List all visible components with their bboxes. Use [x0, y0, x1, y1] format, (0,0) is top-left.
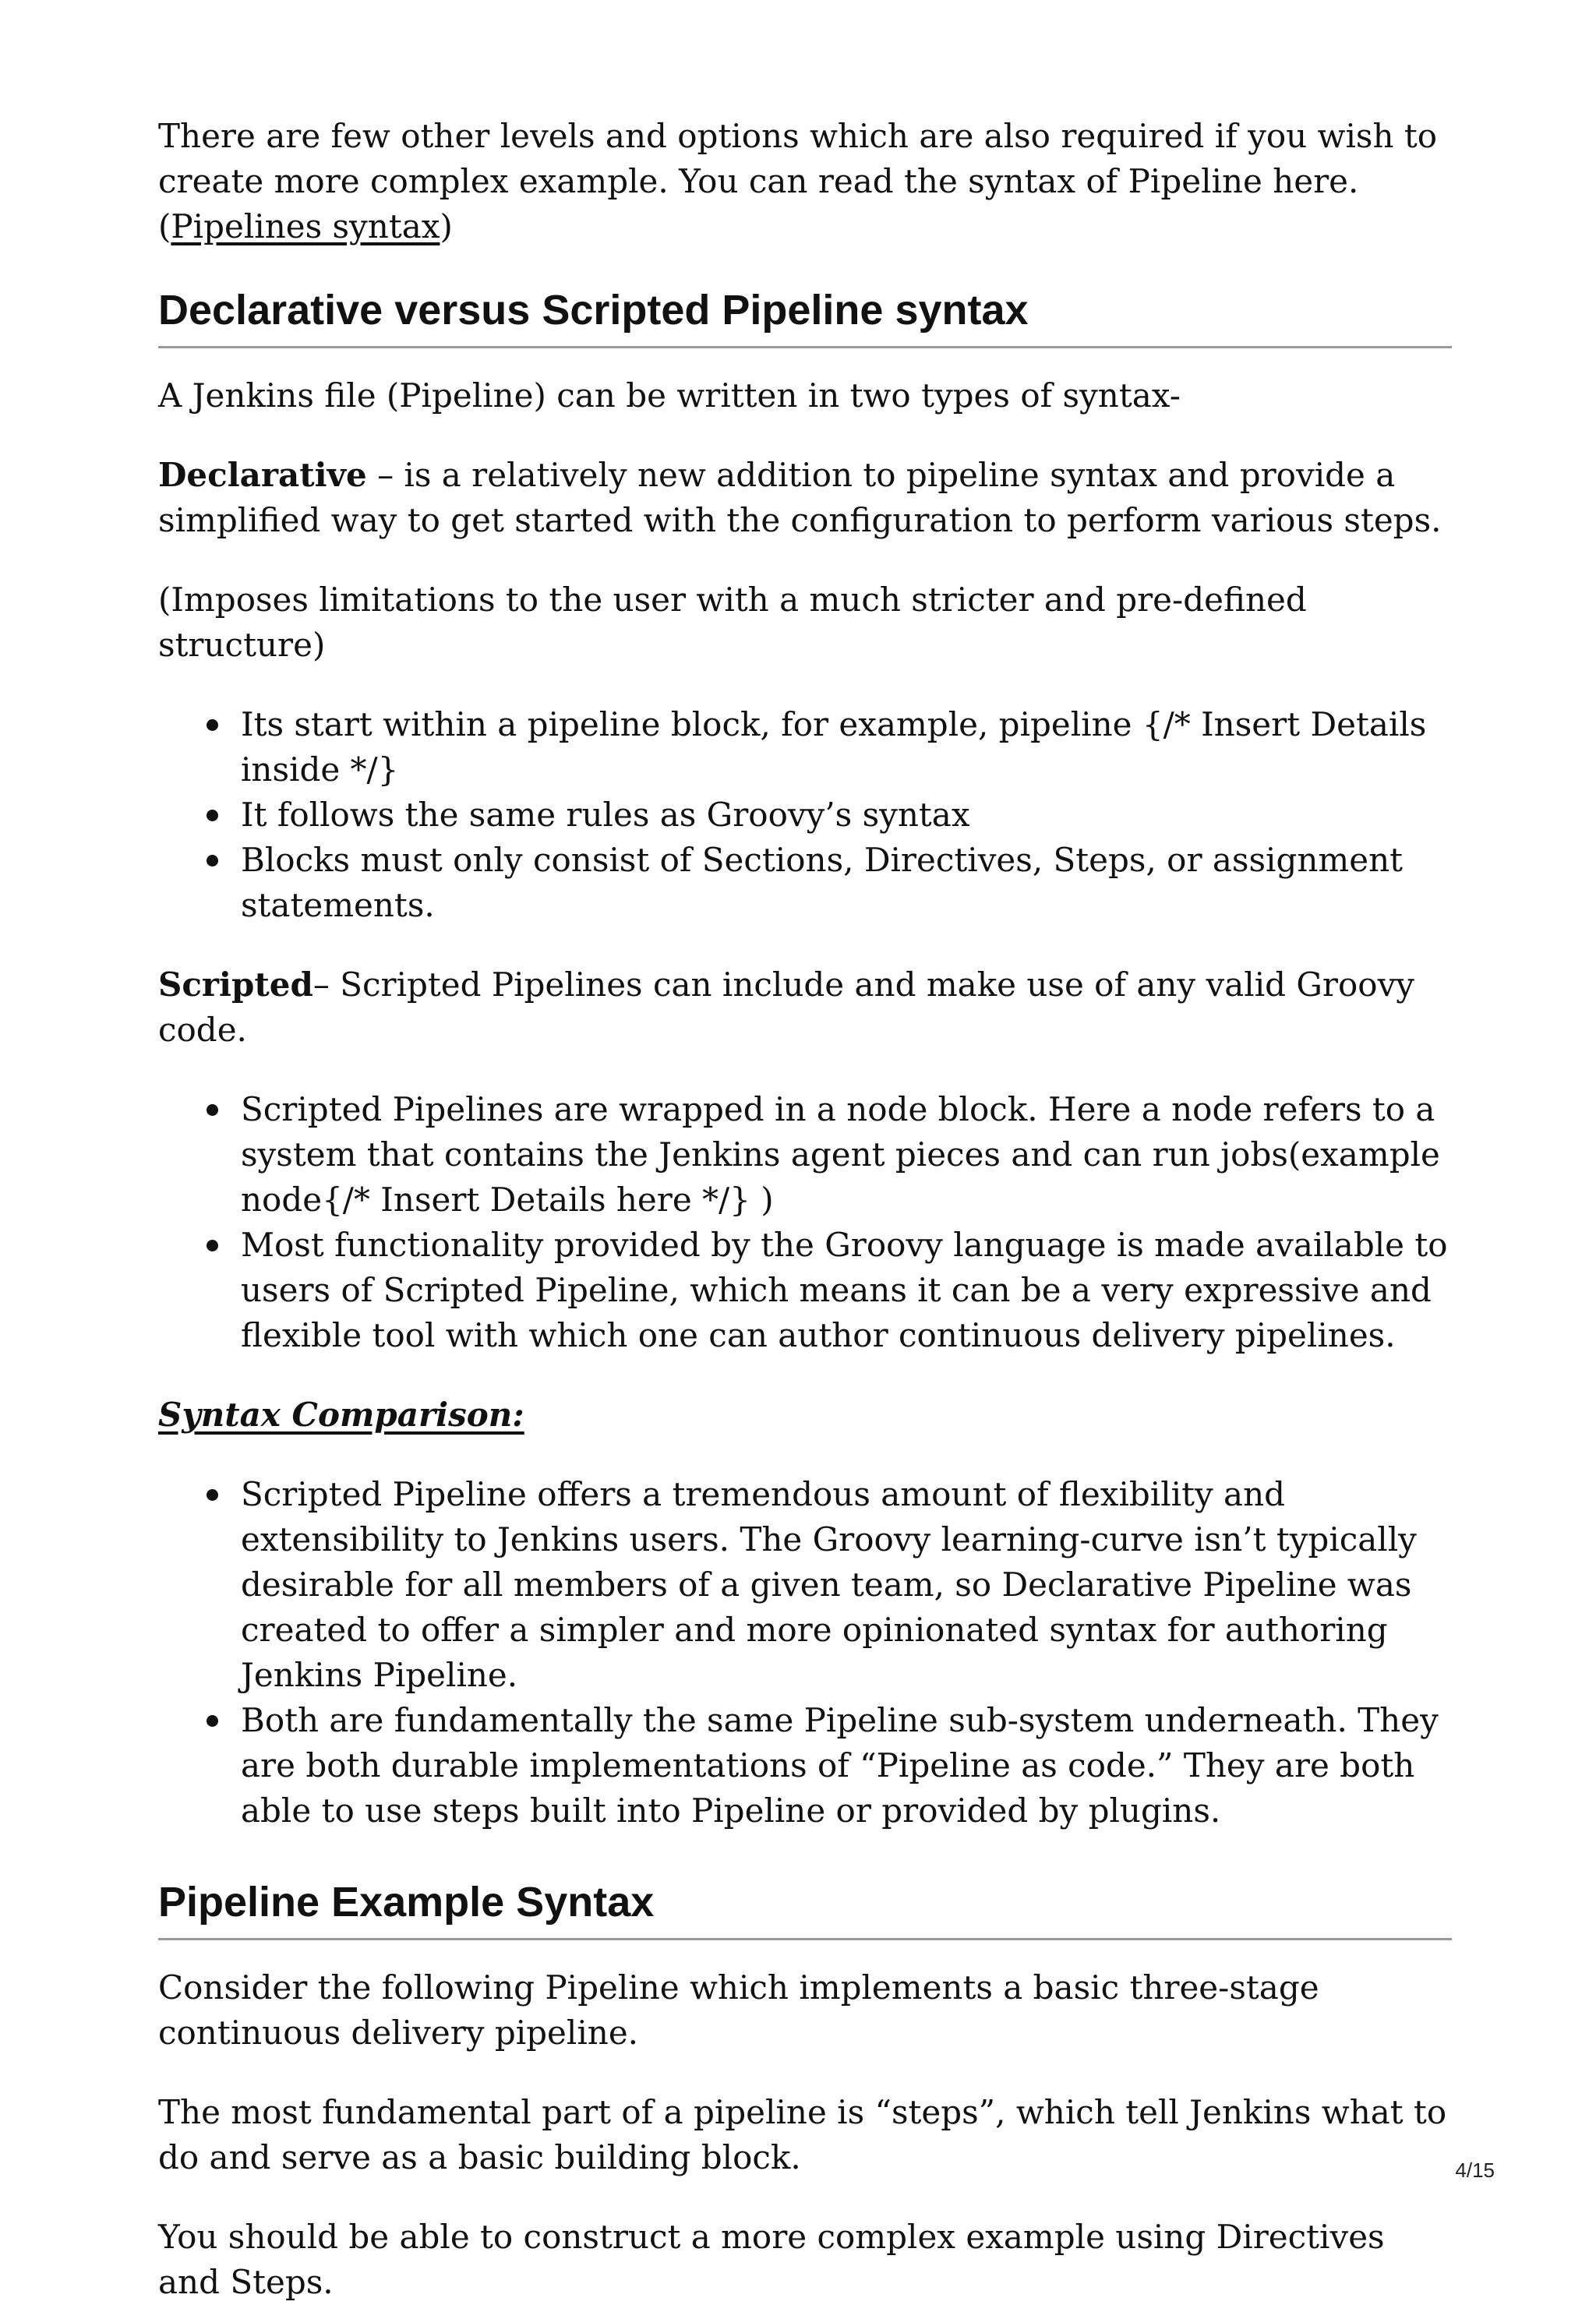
section2-paragraph: The most fundamental part of a pipeline is “steps”, which tell Jenkins what to do and serve as a basic building block.: [158, 2093, 1447, 2176]
list-item: [241, 838, 1452, 928]
list-item: [241, 702, 1452, 792]
declarative-bullet-list: [158, 702, 1452, 928]
bullet-icon: [207, 1240, 218, 1251]
syntax-comparison-heading: Syntax Comparison:: [158, 1396, 524, 1434]
declarative-paragraph: [158, 453, 1452, 543]
document-page: [158, 114, 1452, 2305]
list-item-text: Most functionality provided by the Groovy language is made available to users of Scripted Pipeline, which means it can be a very expressive and flexible tool with which one can author continuous delivery pipelines.: [241, 1226, 1448, 1354]
pipelines-syntax-link[interactable]: Pipelines syntax: [171, 207, 440, 245]
section-heading-declarative-vs-scripted: Declarative versus Scripted Pipeline syntax: [158, 285, 1452, 348]
scripted-text: – Scripted Pipelines can include and make use of any valid Groovy code.: [158, 965, 1415, 1049]
imposes-paragraph: (Imposes limitations to the user with a much stricter and pre-defined structure): [158, 581, 1307, 664]
bullet-icon: [207, 810, 218, 821]
scripted-bullet-list: [158, 1087, 1452, 1358]
intro-paragraph: [158, 114, 1452, 249]
list-item: [241, 1698, 1452, 1834]
section2-paragraph: Consider the following Pipeline which implements a basic three-stage continuous delivery pipeline.: [158, 1968, 1319, 2052]
list-item: [241, 792, 1452, 838]
list-item: [241, 1223, 1452, 1358]
list-item: [241, 1472, 1452, 1698]
comparison-bullet-list: [158, 1472, 1452, 1834]
scripted-paragraph: [158, 962, 1452, 1053]
bullet-icon: [207, 1104, 218, 1116]
bullet-icon: [207, 1489, 218, 1501]
bullet-icon: [207, 719, 218, 731]
intro-text: There are few other levels and options which are also required if you wish to create more complex example. You can read the syntax of Pipeline here. (: [158, 117, 1438, 245]
list-item-text: Blocks must only consist of Sections, Directives, Steps, or assignment statements.: [241, 841, 1404, 924]
list-item-text: Scripted Pipelines are wrapped in a node block. Here a node refers to a system that contains the Jenkins agent pieces and can run jobs(example node{/* Insert Details here */} ): [241, 1090, 1440, 1219]
declarative-text: – is a relatively new addition to pipeline syntax and provide a simplified way to get started with the configuration to perform various steps.: [158, 456, 1442, 539]
list-item-text: It follows the same rules as Groovy’s syntax: [241, 796, 970, 834]
list-item-text: Scripted Pipeline offers a tremendous amount of flexibility and extensibility to Jenkins users. The Groovy learning-curve isn’t typically desirable for all members of a given team, so Declarative Pipeline was created to offer a simpler and more opinionated syntax for authoring Jenkins Pipeline.: [241, 1475, 1417, 1694]
intro-after: ): [440, 207, 453, 245]
list-item-text: Its start within a pipeline block, for example, pipeline {/* Insert Details inside */}: [241, 705, 1427, 789]
list-item-text: Both are fundamentally the same Pipeline sub-system underneath. They are both durable implementations of “Pipeline as code.” They are both able to use steps built into Pipeline or provided by plugins.: [241, 1701, 1439, 1830]
list-item: [241, 1087, 1452, 1223]
bullet-icon: [207, 1715, 218, 1727]
bullet-icon: [207, 855, 218, 867]
section1-intro: A Jenkins file (Pipeline) can be written in two types of syntax-: [158, 376, 1181, 415]
page-number: 4/15: [1455, 2159, 1495, 2182]
section2-paragraph: You should be able to construct a more complex example using Directives and Steps.: [158, 2218, 1385, 2301]
declarative-term: Declarative: [158, 456, 367, 494]
section-heading-pipeline-example: Pipeline Example Syntax: [158, 1877, 1452, 1940]
scripted-term: Scripted: [158, 965, 313, 1004]
